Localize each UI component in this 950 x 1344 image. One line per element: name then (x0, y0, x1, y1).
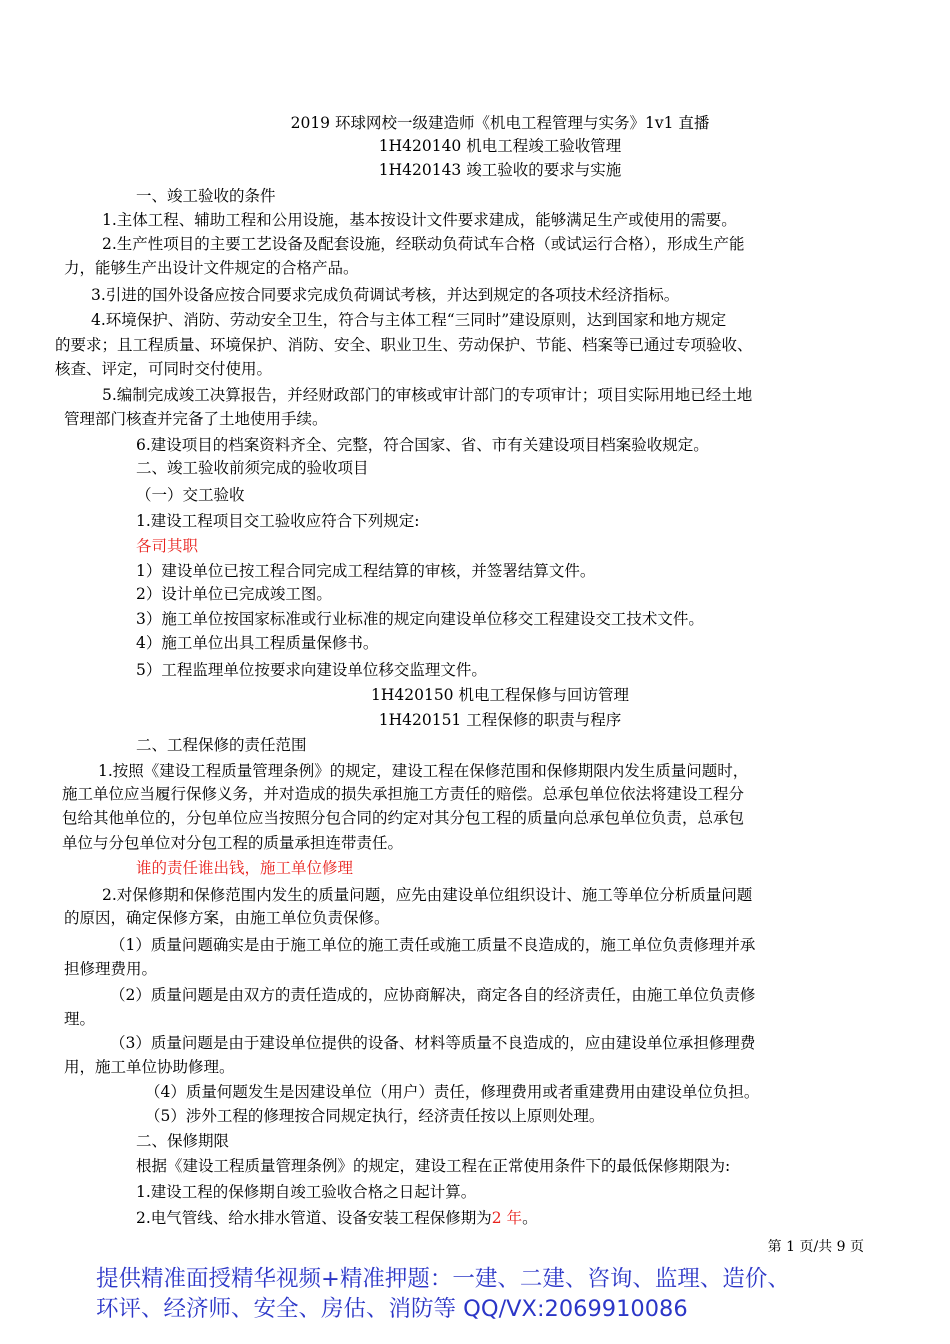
chapter-heading: 1H420150 机电工程保修与回访管理 (371, 686, 629, 704)
paragraph-punct: 。 (522, 1209, 538, 1227)
paragraph: （4）质量何题发生是因建设单位（用户）责任，修理费用或者重建费用由建设单位负担。 (145, 1083, 760, 1101)
paragraph: 用，施工单位协助修理。 (64, 1058, 235, 1076)
paragraph: （1）质量问题确实是由于施工单位的施工责任或施工质量不良造成的，施工单位负责修理并承 (110, 936, 756, 954)
paragraph: 1.建设工程项目交工验收应符合下列规定: (136, 512, 420, 530)
paragraph: 1.按照《建设工程质量管理条例》的规定，建设工程在保修范围和保修期限内发生质量问题时， (98, 762, 749, 780)
paragraph: （3）质量问题是由于建设单位提供的设备、材料等质量不良造成的，应由建设单位承担修理费 (110, 1034, 756, 1052)
paragraph: 担修理费用。 (64, 960, 158, 978)
paragraph: 核查、评定，可同时交付使用。 (55, 360, 273, 378)
chapter-heading: 1H420140 机电工程竣工验收管理 (378, 137, 622, 155)
paragraph: （5）涉外工程的修理按合同规定执行，经济责任按以上原则处理。 (145, 1107, 605, 1125)
paragraph: 的要求；且工程质量、环境保护、消防、安全、职业卫生、劳动保护、节能、档案等已通过专项验收、 (55, 336, 753, 354)
warranty-period-value: 2 年 (491, 1209, 523, 1227)
paragraph: 5.编制完成竣工决算报告，并经财政部门的审核或审计部门的专项审计；项目实际用地已经土地 (102, 386, 753, 404)
paragraph: 单位与分包单位对分包工程的质量承担连带责任。 (62, 834, 404, 852)
paragraph (136, 1207, 538, 1229)
section-heading: 1H420143 竣工验收的要求与实施 (378, 161, 622, 179)
paragraph: 包给其他单位的，分包单位应当按照分包合同的约定对其分包工程的质量向总承包单位负责，总承包 (62, 809, 745, 827)
list-item: 1）建设单位已按工程合同完成工程结算的审核，并签署结算文件。 (136, 562, 596, 580)
paragraph: 2.生产性项目的主要工艺设备及配套设施，经联动负荷试车合格（或试运行合格），形成生产能 (102, 235, 745, 253)
section-heading: 1H420151 工程保修的职责与程序 (378, 711, 622, 729)
doc-title: 2019 环球网校一级建造师《机电工程管理与实务》1v1 直播 (290, 114, 710, 132)
paragraph: 根据《建设工程质量管理条例》的规定，建设工程在正常使用条件下的最低保修期限为: (136, 1157, 731, 1175)
section-title: 二、竣工验收前须完成的验收项目 (136, 459, 369, 477)
section-title: 一、竣工验收的条件 (136, 187, 276, 205)
list-item: 3）施工单位按国家标准或行业标准的规定向建设单位移交工程建设交工技术文件。 (136, 610, 704, 628)
paragraph: 力，能够生产出设计文件规定的合格产品。 (64, 259, 359, 277)
paragraph: 的原因，确定保修方案，由施工单位负责保修。 (64, 909, 390, 927)
paragraph-text: 2.电气管线、给水排水管道、设备安装工程保修期为 (136, 1209, 492, 1227)
paragraph: 管理部门核查并完备了土地使用手续。 (64, 410, 328, 428)
paragraph: 2.对保修期和保修范围内发生的质量问题，应先由建设单位组织设计、施工等单位分析质量问题 (102, 886, 753, 904)
ad-banner-line: 提供精准面授精华视频+精准押题：一建、二建、咨询、监理、造价、 (96, 1266, 790, 1292)
ad-banner-line: 环评、经济师、安全、房估、消防等 QQ/VX:2069910086 (96, 1296, 688, 1322)
paragraph: （2）质量问题是由双方的责任造成的，应协商解决，商定各自的经济责任，由施工单位负责修 (110, 986, 756, 1004)
paragraph: 1.主体工程、辅助工程和公用设施，基本按设计文件要求建成，能够满足生产或使用的需要。 (102, 211, 737, 229)
paragraph: 4.环境保护、消防、劳动安全卫生，符合与主体工程“三同时”建设原则，达到国家和地方规定 (91, 311, 727, 329)
section-title: 二、保修期限 (136, 1132, 230, 1150)
paragraph: 理。 (64, 1010, 96, 1028)
section-title: 二、工程保修的责任范围 (136, 736, 307, 754)
red-note: 各司其职 (136, 537, 199, 555)
list-item: 4）施工单位出具工程质量保修书。 (136, 634, 379, 652)
red-note: 谁的责任谁出钱，施工单位修理 (136, 859, 354, 877)
subsection-title: （一）交工验收 (136, 486, 245, 504)
page-number: 第 1 页/共 9 页 (767, 1239, 864, 1255)
list-item: 2）设计单位已完成竣工图。 (136, 585, 332, 603)
paragraph: 3.引进的国外设备应按合同要求完成负荷调试考核，并达到规定的各项技术经济指标。 (91, 286, 680, 304)
paragraph: 6.建设项目的档案资料齐全、完整，符合国家、省、市有关建设项目档案验收规定。 (136, 436, 709, 454)
paragraph: 1.建设工程的保修期自竣工验收合格之日起计算。 (136, 1183, 477, 1201)
list-item: 5）工程监理单位按要求向建设单位移交监理文件。 (136, 661, 487, 679)
paragraph: 施工单位应当履行保修义务，并对造成的损失承担施工方责任的赔偿。总承包单位依法将建设工程分 (62, 785, 745, 803)
